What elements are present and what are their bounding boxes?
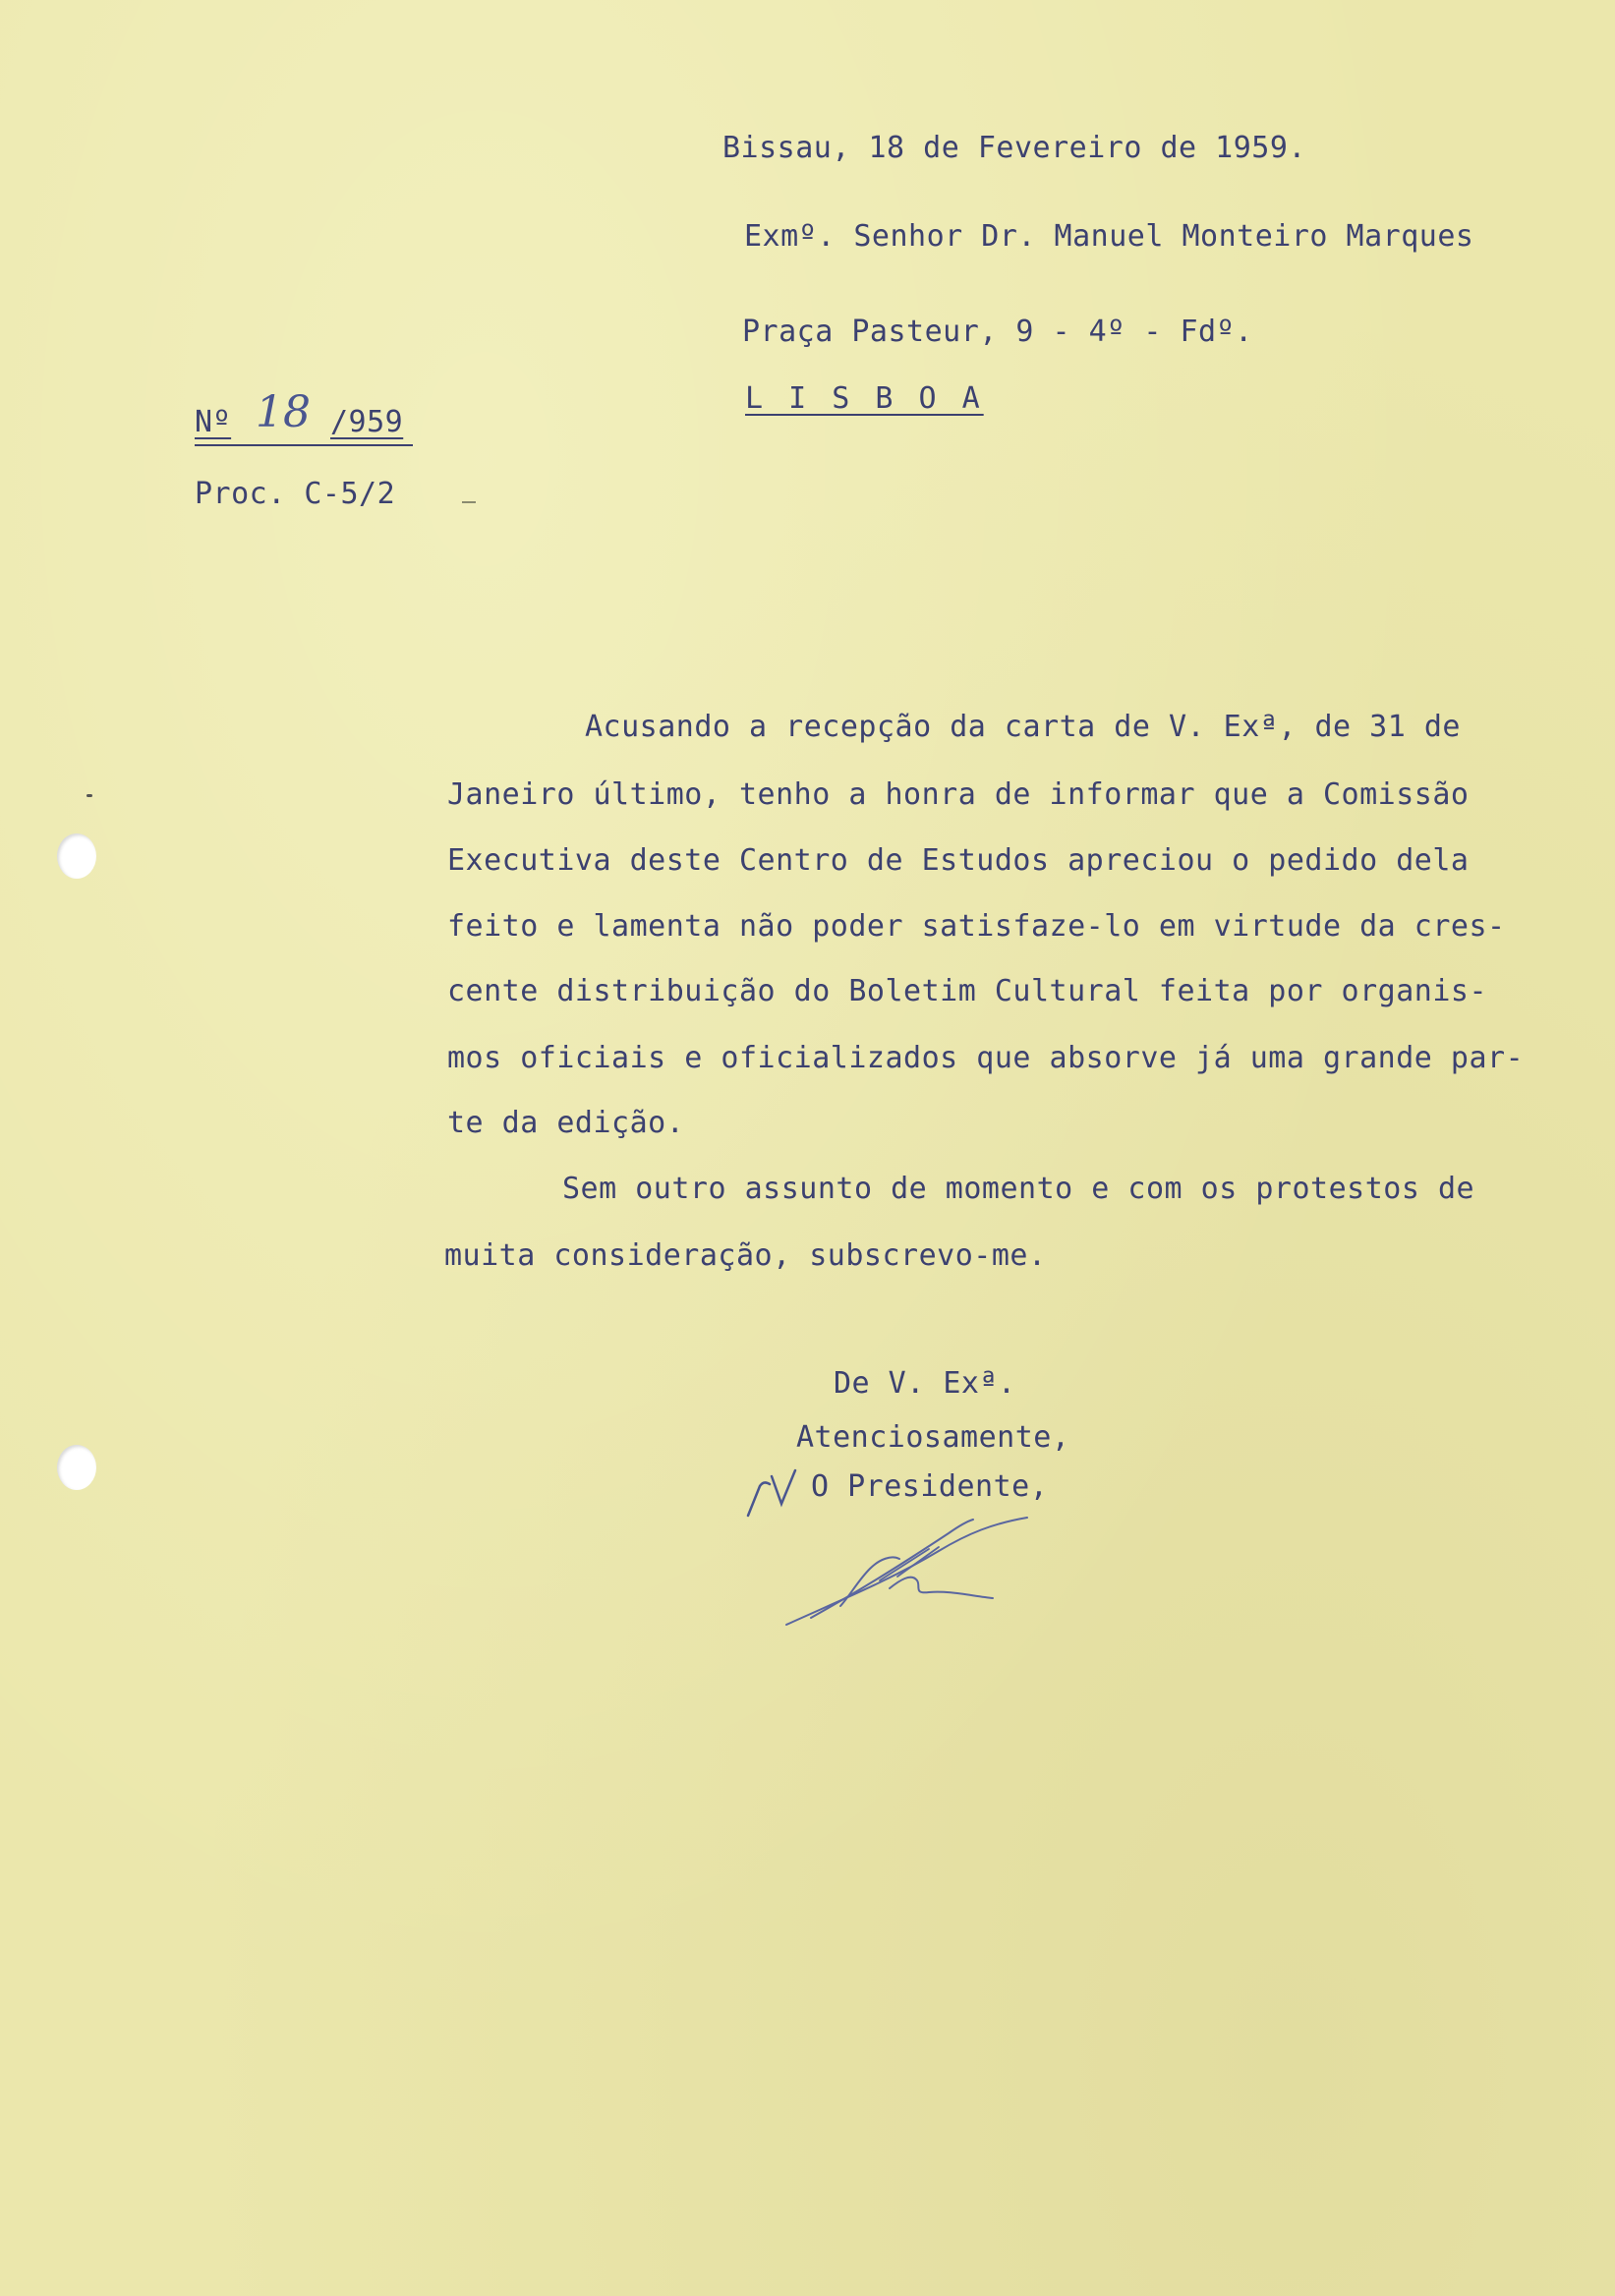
closing-line-3: O Presidente, bbox=[811, 1469, 1049, 1504]
body-line-3: Executiva deste Centro de Estudos apreciou o pedido dela bbox=[447, 843, 1470, 878]
punch-hole-top bbox=[57, 833, 96, 879]
body-line-7: te da edição. bbox=[447, 1106, 685, 1140]
reference-number bbox=[195, 387, 416, 446]
place-date: Bissau, 18 de Fevereiro de 1959. bbox=[722, 131, 1306, 165]
number-suffix: /959 bbox=[330, 405, 404, 439]
body-line-6: mos oficiais e oficializados que absorve já uma grande par- bbox=[447, 1041, 1525, 1075]
number-prefix: Nº bbox=[195, 405, 232, 439]
addressee: Exmº. Senhor Dr. Manuel Monteiro Marques bbox=[744, 219, 1474, 254]
margin-tick bbox=[462, 501, 476, 503]
body-line-4: feito e lamenta não poder satisfaze-lo em virtude da cres- bbox=[447, 909, 1506, 944]
body-line-2: Janeiro último, tenho a honra de informar que a Comissão bbox=[447, 777, 1470, 812]
margin-mark bbox=[87, 794, 92, 797]
body-line-9: muita consideração, subscrevo-me. bbox=[444, 1238, 1047, 1273]
body-line-1: Acusando a recepção da carta de V. Exª, de 31 de bbox=[585, 710, 1461, 744]
body-line-5: cente distribuição do Boletim Cultural feita por organis- bbox=[447, 974, 1488, 1008]
number-handwritten: 18 bbox=[256, 387, 311, 437]
closing-line-1: De V. Exª. bbox=[834, 1366, 1016, 1401]
address: Praça Pasteur, 9 - 4º - Fdº. bbox=[742, 315, 1253, 349]
city: L I S B O A bbox=[745, 381, 984, 416]
process-number: Proc. C-5/2 bbox=[195, 477, 396, 511]
number-underline bbox=[195, 444, 413, 446]
punch-hole-bottom bbox=[57, 1445, 96, 1490]
signature bbox=[781, 1512, 1037, 1630]
body-line-8: Sem outro assunto de momento e com os protestos de bbox=[562, 1172, 1475, 1206]
closing-line-2: Atenciosamente, bbox=[796, 1420, 1070, 1455]
